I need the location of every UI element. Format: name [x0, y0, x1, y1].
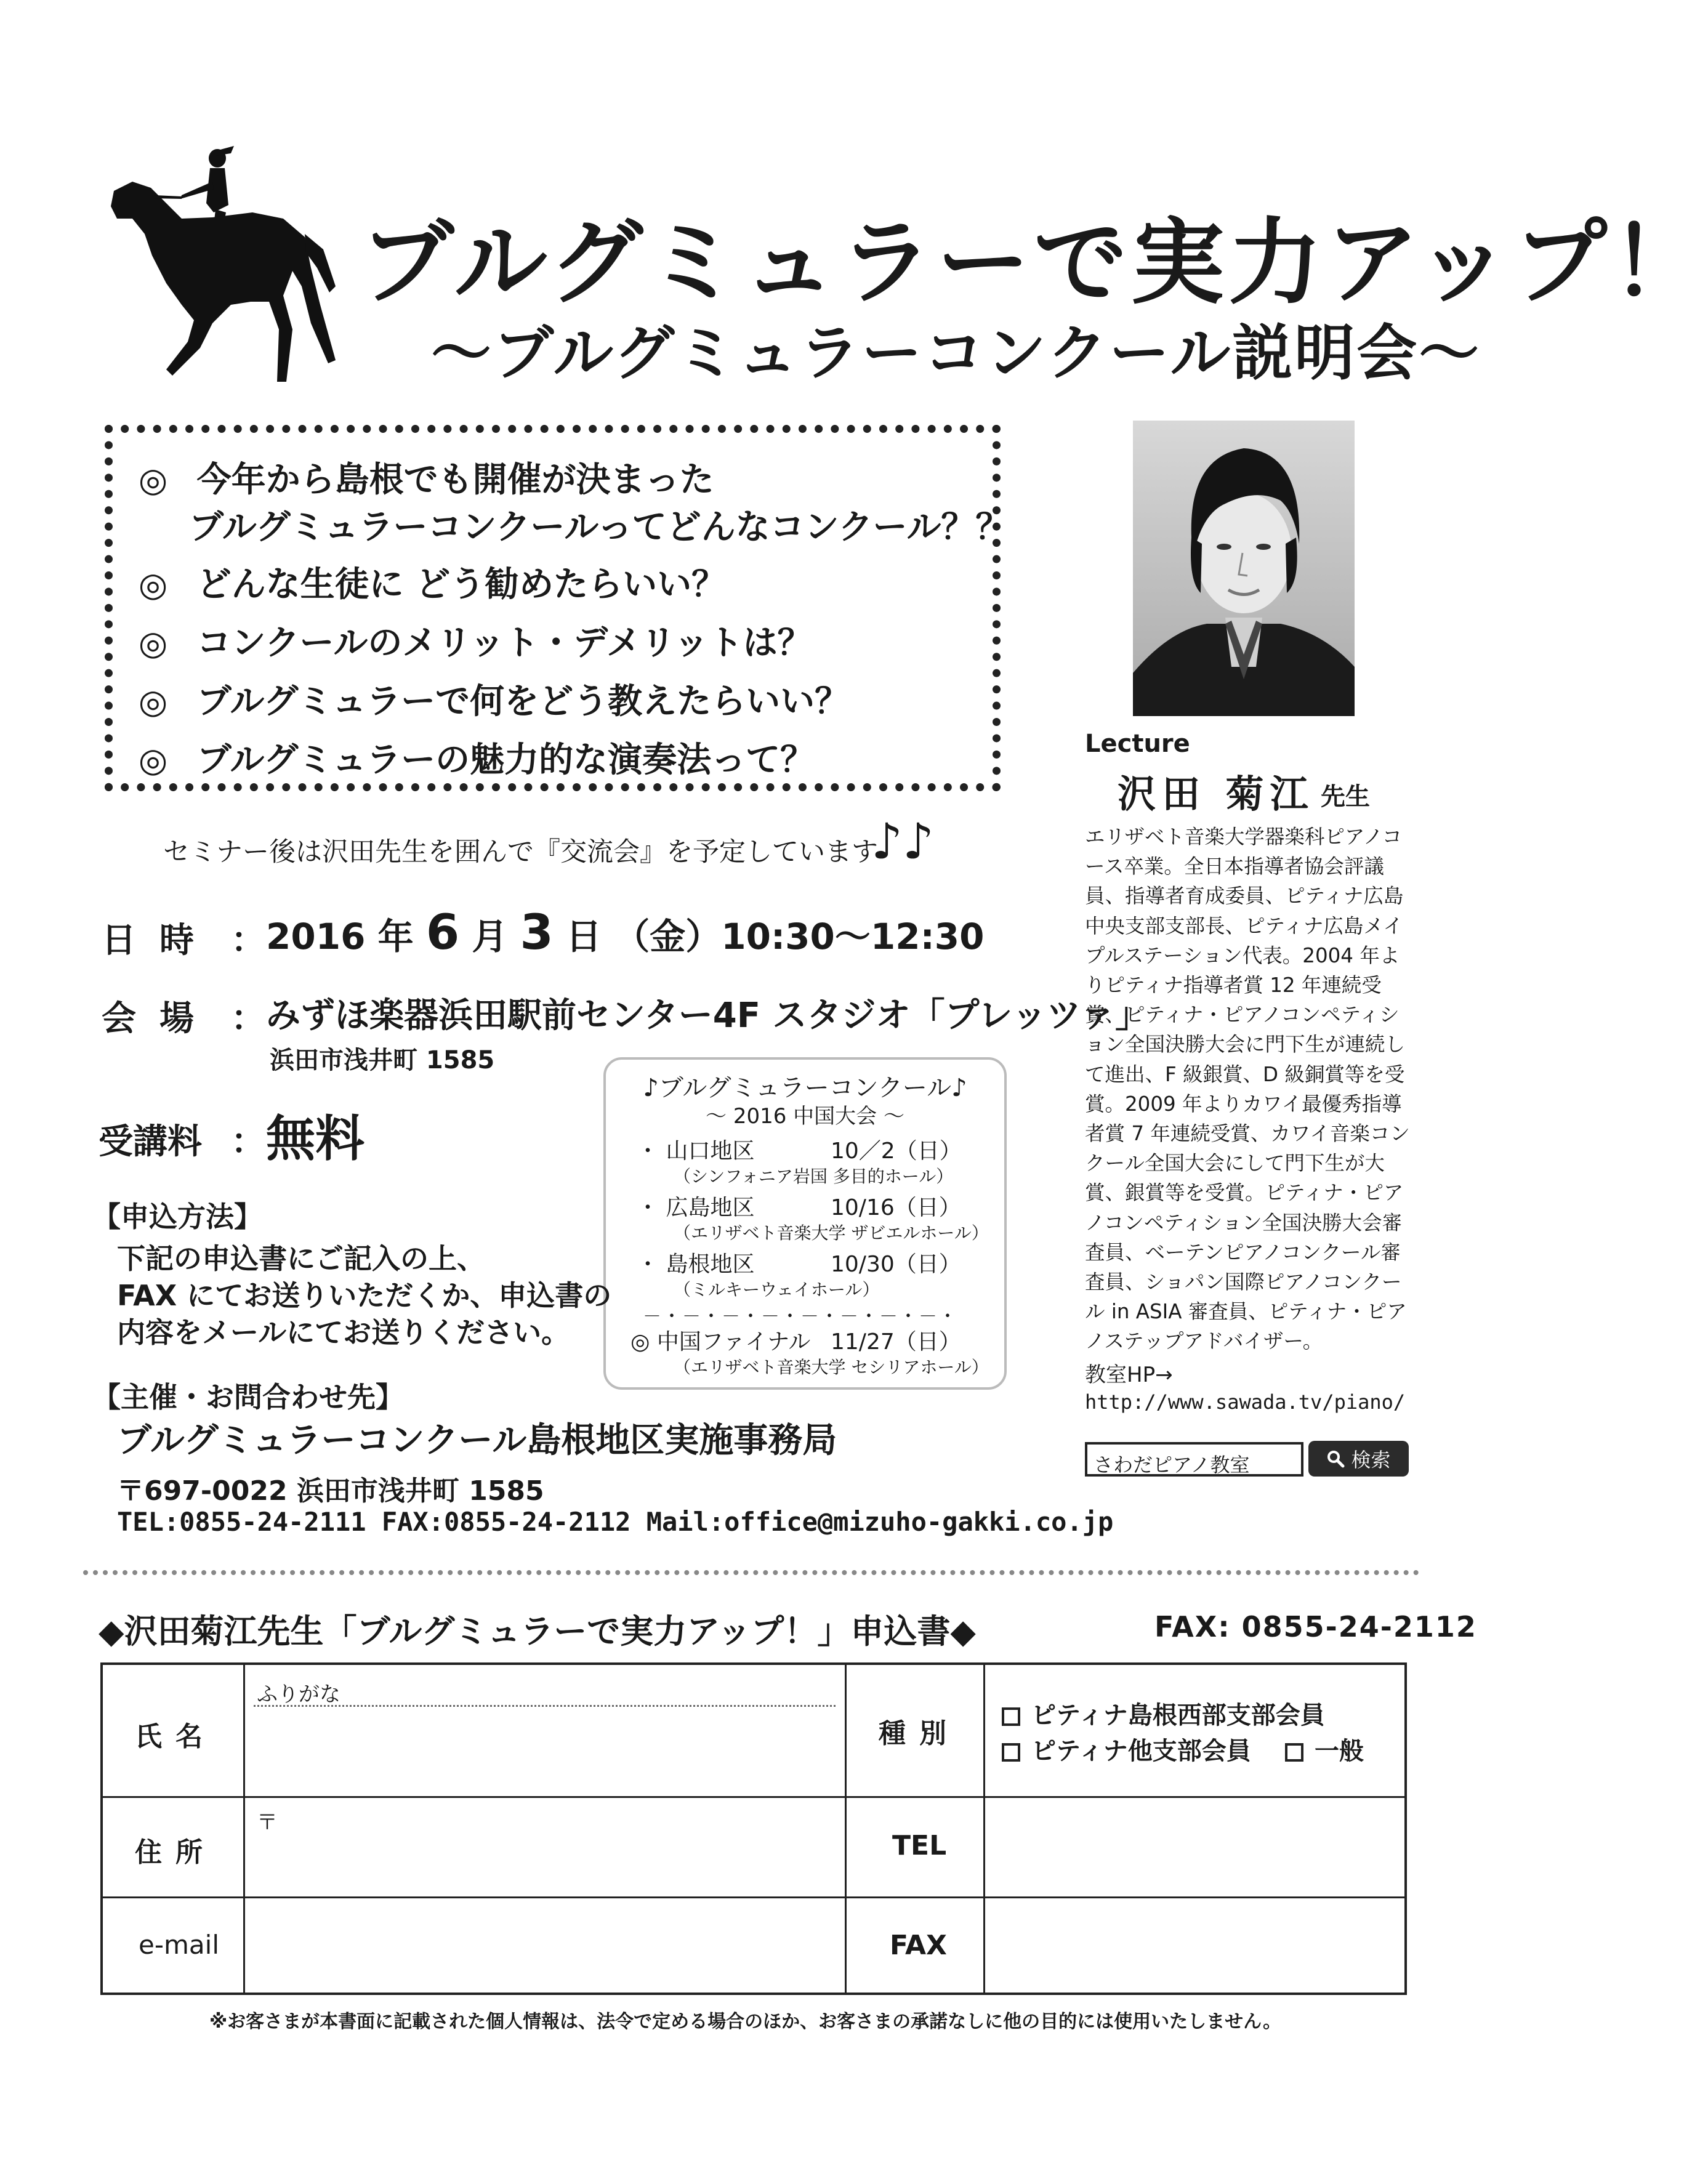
organizer-address: 〒697-0022 浜田市浅井町 1585	[117, 1475, 544, 1507]
question-item-continued: ブルグミュラーコンクールってどんなコンクール？？	[189, 507, 1010, 547]
grid-line	[845, 1665, 847, 1993]
bullet-icon: ◎	[139, 461, 168, 499]
event-venue: （ミルキーウェイホール）	[674, 1279, 880, 1300]
question-item: ◎ 今年から島根でも開催が決まった	[139, 460, 714, 500]
contest-title: ♪ブルグミュラーコンクール♪	[643, 1074, 967, 1102]
event-venue: （エリザベト音楽大学 ザビエルホール）	[674, 1223, 989, 1243]
homepage-url[interactable]: http://www.sawada.tv/piano/	[1085, 1390, 1406, 1414]
venue-label: 会場	[102, 999, 217, 1039]
application-line: 下記の申込書にご記入の上、	[117, 1242, 485, 1275]
lecturer-bio: エリザベト音楽大学器楽科ピアノコース卒業。全日本指導者協会評議員、指導者育成委員、ピティナ広島中央支部支部長、ピティナ広島メイプルステーション代表。2004 年よりピティナ指導者賞 12 年連続受賞、ピティナ・ピアノコンペティション全国決勝大会に門下生が連続して進出、F 級銀賞、D 級銅賞等を受賞。2009 年よりカワイ最優秀指導者賞 7 年連続受賞、カワイ音楽コンクール全国大会にして門下生が大賞、銀賞等を受賞。ピティナ・ピアノコンペティション全国決勝大会審査員、ベーテンピアノコンクール審査員、ショパン国際ピアノコンクール in ASIA 審査員、ピティナ・ピアノステップアドバイザー。	[1085, 825, 1410, 1353]
event-date: 10/30（日）	[831, 1252, 961, 1277]
question-item: ◎ ブルグミュラーで何をどう教えたらいい？	[139, 682, 850, 722]
homepage-label: 教室HP→	[1085, 1363, 1173, 1387]
privacy-note: ※お客さまが本書面に記載された個人情報は、法令で定める場合のほか、お客さまの承諾なしに他の目的には使用いたしません。	[209, 2011, 1281, 2033]
event-venue: （シンフォニア岩国 多目的ホール）	[674, 1166, 954, 1187]
name-field[interactable]	[246, 1711, 843, 1794]
date-colon: ：	[231, 921, 265, 961]
checkbox[interactable]	[1002, 1743, 1020, 1762]
checkbox[interactable]	[1002, 1707, 1020, 1726]
divider: －・－・－・－・－・－・－・－・	[643, 1306, 958, 1328]
organizer-heading: 【主催・お問合わせ先】	[92, 1380, 404, 1414]
venue-address: 浜田市浅井町 1585	[270, 1046, 495, 1074]
lecturer-name: 沢田 菊江	[1118, 772, 1315, 816]
music-notes-icon: ♪♪	[871, 813, 935, 870]
application-line: 内容をメールにてお送りください。	[117, 1316, 570, 1349]
application-line: FAX にてお送りいただくか、申込書の	[117, 1279, 612, 1312]
social-note: セミナー後は沢田先生を囲んで『交流会』を予定しています	[163, 837, 878, 868]
fee-colon: ：	[231, 1122, 265, 1162]
question-item: ◎ どんな生徒に どう勧めたらいい？	[139, 565, 727, 605]
event-region: 山口地区	[666, 1138, 755, 1164]
form-title: ◆沢田菊江先生「ブルグミュラーで実力アップ！」申込書◆	[99, 1612, 976, 1651]
tel-field[interactable]	[986, 1799, 1403, 1895]
bullet-icon: ◎	[139, 565, 168, 604]
fax-field[interactable]	[986, 1899, 1403, 1991]
furigana-label: ふりがな	[257, 1682, 340, 1707]
page-subtitle: ～ブルグミュラーコンクール説明会～	[431, 318, 1481, 389]
tel-label: TEL	[892, 1830, 947, 1861]
event-region: 中国ファイナル	[656, 1329, 811, 1355]
event-date: 11/27（日）	[831, 1329, 961, 1355]
grid-line	[983, 1665, 985, 1993]
cut-line	[83, 1570, 1419, 1575]
lecture-label: Lecture	[1085, 730, 1190, 758]
postal-mark: 〒	[257, 1810, 278, 1835]
date-label: 日時	[102, 921, 217, 961]
search-icon	[1326, 1449, 1345, 1468]
name-label: 氏名	[135, 1721, 216, 1752]
contest-event: ・ 広島地区	[637, 1195, 755, 1220]
bullet-icon: ◎	[139, 682, 168, 721]
fax-label: FAX	[890, 1930, 947, 1961]
grid-line	[243, 1665, 245, 1993]
organizer-contact: TEL:0855-24-2111 FAX:0855-24-2112 Mail:office@mizuho-gakki.co.jp	[117, 1507, 1114, 1537]
address-label: 住所	[135, 1837, 216, 1868]
application-form	[100, 1662, 1407, 1995]
form-fax-number: FAX: 0855-24-2112	[1154, 1610, 1477, 1643]
option-shimane-west-member[interactable]: ピティナ島根西部支部会員	[1002, 1696, 1325, 1731]
category-label: 種別	[879, 1718, 960, 1749]
email-label: e-mail	[139, 1930, 219, 1960]
event-region: 島根地区	[666, 1252, 755, 1277]
contest-final: ◎ 中国ファイナル	[630, 1329, 811, 1355]
event-date: 2016 年 6 月 3 日 （金）10:30～12:30	[266, 905, 985, 961]
checkbox[interactable]	[1285, 1743, 1303, 1762]
event-venue: （エリザベト音楽大学 セシリアホール）	[674, 1357, 989, 1377]
search-input[interactable]: さわだピアノ教室	[1085, 1442, 1303, 1477]
horse-rider-icon	[108, 145, 345, 388]
contest-subtitle: ～ 2016 中国大会 ～	[706, 1104, 904, 1129]
grid-line	[103, 1796, 1404, 1798]
bullet-icon: ◎	[139, 624, 168, 663]
furigana-line	[254, 1705, 836, 1707]
contest-event: ・ 島根地区	[637, 1252, 755, 1277]
venue-name: みずほ楽器浜田駅前センター4F スタジオ「プレッツァ」	[266, 996, 1150, 1036]
question-item: ◎ コンクールのメリット・デメリットは？	[139, 623, 812, 663]
contest-schedule-box	[603, 1057, 1007, 1390]
event-date: 10／2（日）	[831, 1138, 962, 1164]
question-item: ◎ ブルグミュラーの魅力的な演奏法って？	[139, 740, 815, 780]
contest-event: ・ 山口地区	[637, 1138, 755, 1164]
venue-colon: ：	[231, 999, 265, 1039]
application-heading: 【申込方法】	[92, 1200, 262, 1233]
lecturer-honorific: 先生	[1321, 783, 1370, 811]
organizer-name: ブルグミュラーコンクール島根地区実施事務局	[117, 1421, 837, 1461]
fee-label: 受講料	[99, 1122, 202, 1162]
bullet-icon: ◎	[139, 741, 168, 780]
address-field[interactable]	[246, 1799, 843, 1895]
option-other-branch-member[interactable]: ピティナ他支部会員	[1002, 1731, 1251, 1767]
search-button[interactable]	[1308, 1441, 1409, 1477]
grid-line	[103, 1896, 1404, 1898]
event-region: 広島地区	[666, 1195, 755, 1220]
search-button-label: 検索	[1351, 1448, 1391, 1472]
email-field[interactable]	[246, 1899, 843, 1991]
lecturer-photo	[1133, 421, 1355, 716]
event-date: 10/16（日）	[831, 1195, 961, 1220]
option-general[interactable]: 一般	[1285, 1731, 1364, 1767]
page-title: ブルグミュラーで実力アップ！	[360, 208, 1708, 317]
fee-value: 無料	[266, 1110, 365, 1167]
